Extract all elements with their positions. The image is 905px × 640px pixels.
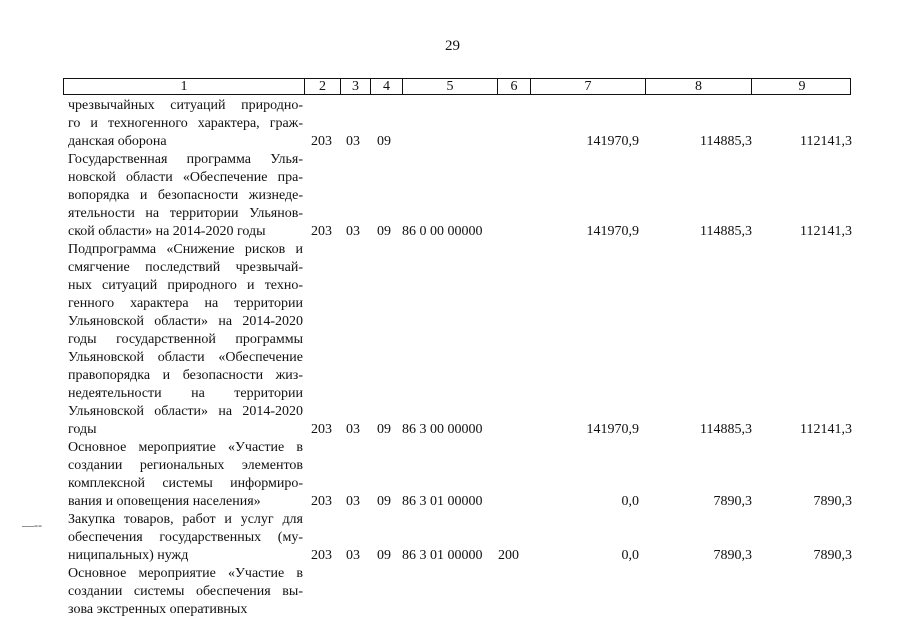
- cell-c7: 141970,9: [586, 134, 639, 149]
- description-line: вопорядка и безопасности жизнеде-: [68, 188, 303, 203]
- description-line: годы государственной программы: [68, 332, 303, 347]
- cell-c8: 114885,3: [700, 422, 752, 437]
- column-header-8: 8: [646, 79, 752, 94]
- cell-c7: 0,0: [621, 494, 639, 509]
- description-line: го и техногенного характера, граж-: [68, 116, 303, 131]
- description-line: Ульяновской области «Обеспечение: [68, 350, 303, 365]
- description-line: обеспечения государственных (му-: [68, 530, 303, 545]
- description-line: ской области» на 2014-2020 годы: [68, 224, 266, 239]
- column-header-9: 9: [798, 79, 806, 94]
- column-header-7: 7: [531, 79, 646, 94]
- cell-c5: 86 3 01 00000: [402, 548, 483, 563]
- cell-c2: 203: [311, 134, 332, 149]
- cell-c5: 86 3 01 00000: [402, 494, 483, 509]
- cell-c3: 03: [346, 548, 360, 563]
- description-line: зова экстренных оперативных: [68, 602, 248, 617]
- description-line: Государственная программа Улья-: [68, 152, 303, 167]
- cell-c2: 203: [311, 548, 332, 563]
- column-header-3: 3: [341, 79, 371, 94]
- cell-c2: 203: [311, 494, 332, 509]
- description-line: смягчение последствий чрезвычай-: [68, 260, 303, 275]
- description-line: Основное мероприятие «Участие в: [68, 440, 303, 455]
- description-line: годы: [68, 422, 97, 437]
- cell-c4: 09: [377, 224, 391, 239]
- cell-c8: 114885,3: [700, 224, 752, 239]
- cell-c3: 03: [346, 224, 360, 239]
- page-number: 29: [445, 38, 460, 54]
- row-description: [68, 241, 303, 439]
- column-header-5: 5: [403, 79, 498, 94]
- description-line: вания и оповещения населения»: [68, 494, 261, 509]
- table-body: [0, 96, 905, 640]
- cell-c2: 203: [311, 224, 332, 239]
- row-description: [68, 97, 303, 151]
- cell-c4: 09: [377, 422, 391, 437]
- cell-c9: 112141,3: [800, 134, 852, 149]
- table-row: [0, 151, 905, 241]
- description-line: Закупка товаров, работ и услуг для: [68, 512, 303, 527]
- description-line: Основное мероприятие «Участие в: [68, 566, 303, 581]
- description-line: Подпрограмма «Снижение рисков и: [68, 242, 303, 257]
- cell-c9: 112141,3: [800, 422, 852, 437]
- table-row: [0, 511, 905, 565]
- row-description: [68, 151, 303, 241]
- row-description: [68, 439, 303, 511]
- description-line: создании системы обеспечения вы-: [68, 584, 303, 599]
- column-header-4: 4: [371, 79, 403, 94]
- cell-c3: 03: [346, 494, 360, 509]
- cell-c4: 09: [377, 548, 391, 563]
- description-line: ятельности на территории Ульянов-: [68, 206, 303, 221]
- description-line: ниципальных) нужд: [68, 548, 189, 563]
- cell-c8: 7890,3: [713, 494, 752, 509]
- description-line: генного характера на территории: [68, 296, 303, 311]
- cell-c8: 114885,3: [700, 134, 752, 149]
- table-row: [0, 97, 905, 151]
- description-line: ных ситуаций природного и техно-: [68, 278, 303, 293]
- row-description: [68, 565, 303, 619]
- description-line: комплексной системы информиро-: [68, 476, 303, 491]
- table-row: [0, 565, 905, 619]
- cell-c2: 203: [311, 422, 332, 437]
- cell-c4: 09: [377, 494, 391, 509]
- column-header-1: 1: [64, 79, 305, 94]
- cell-c5: 86 3 00 00000: [402, 422, 483, 437]
- description-line: чрезвычайных ситуаций природно-: [68, 98, 303, 113]
- cell-c3: 03: [346, 134, 360, 149]
- description-line: правопорядка и безопасности жиз-: [68, 368, 303, 383]
- cell-c9: 7890,3: [813, 494, 852, 509]
- row-description: [68, 511, 303, 565]
- table-row: [0, 439, 905, 511]
- column-header-6: 6: [498, 79, 531, 94]
- scan-mark: —‑‑: [22, 518, 42, 532]
- cell-c5: 86 0 00 00000: [402, 224, 483, 239]
- cell-c9: 7890,3: [813, 548, 852, 563]
- description-line: Ульяновской области» на 2014-2020: [68, 404, 303, 419]
- description-line: новской области «Обеспечение пра-: [68, 170, 303, 185]
- cell-c9: 112141,3: [800, 224, 852, 239]
- description-line: создании региональных элементов: [68, 458, 303, 473]
- cell-c8: 7890,3: [713, 548, 752, 563]
- cell-c7: 0,0: [621, 548, 639, 563]
- cell-c6: 200: [498, 548, 519, 563]
- column-header-2: 2: [305, 79, 341, 94]
- cell-c7: 141970,9: [586, 224, 639, 239]
- description-line: недеятельности на территории: [68, 386, 303, 401]
- cell-c7: 141970,9: [586, 422, 639, 437]
- description-line: данская оборона: [68, 134, 167, 149]
- cell-c4: 09: [377, 134, 391, 149]
- description-line: Ульяновской области» на 2014-2020: [68, 314, 303, 329]
- cell-c3: 03: [346, 422, 360, 437]
- table-header: [63, 78, 851, 95]
- table-row: [0, 241, 905, 439]
